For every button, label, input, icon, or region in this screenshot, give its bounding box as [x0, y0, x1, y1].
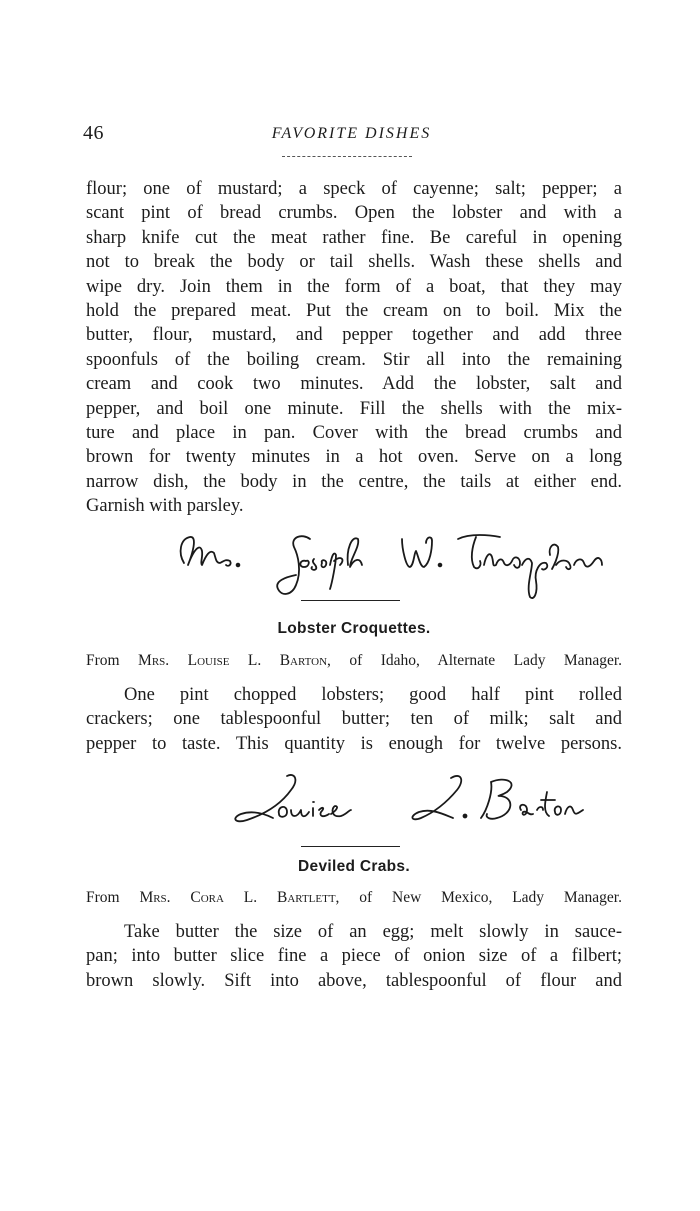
text-line: cream and cook two minutes. Add the lobster, salt and — [86, 374, 622, 395]
text-line: Take butter the size of an egg; melt slowly in sauce- — [124, 922, 622, 942]
text-line: brown for twenty minutes in a hot oven. Serve on a long — [86, 447, 622, 468]
page-header — [80, 122, 623, 152]
contributor-line — [86, 889, 622, 907]
from-prefix: From — [86, 889, 120, 906]
text-line: flour; one of mustard; a speck of cayenne; salt; pepper; a — [86, 179, 622, 199]
text-line: narrow dish, the body in the centre, the tails at either end. — [86, 471, 622, 492]
text-line: pan; into butter slice fine a piece of onion size of a filbert; — [86, 946, 622, 967]
text-line: One pint chopped lobsters; good half pint rolled — [124, 685, 622, 705]
recipe-title-lobster-croquettes: Lobster Croquettes. — [277, 620, 431, 637]
recipe-title-deviled-crabs: Deviled Crabs. — [298, 858, 410, 875]
section-divider — [301, 600, 400, 601]
header-rule — [282, 156, 412, 157]
text-line: scant pint of bread crumbs. Open the lobster and with a — [86, 203, 622, 224]
section-divider — [301, 846, 400, 847]
text-line: hold the prepared meat. Put the cream on to boil. Mix the — [86, 301, 622, 322]
text-line: butter, flour, mustard, and pepper together and add three — [86, 325, 622, 346]
recipe-text-lobster-continued — [86, 177, 622, 519]
text-line: pepper, and boil one minute. Fill the shells with the mix- — [86, 398, 622, 419]
text-line: not to break the body or tail shells. Wash these shells and — [86, 252, 622, 273]
contributor-details: of Idaho, Alternate Lady Manager. — [349, 652, 623, 669]
text-line: brown slowly. Sift into above, tablespoonful of flour and — [86, 970, 622, 991]
contributor-name: Mrs. Louise L. Barton, — [138, 652, 331, 669]
signature-barton — [225, 770, 625, 830]
text-line: sharp knife cut the meat rather fine. Be careful in opening — [86, 227, 622, 248]
text-line: ture and place in pan. Cover with the bread crumbs and — [86, 423, 622, 444]
contributor-details: of New Mexico, Lady Manager. — [359, 889, 622, 906]
text-line: Garnish with parsley. — [86, 496, 244, 517]
text-line: spoonfuls of the boiling cream. Stir all into the remaining — [86, 349, 622, 370]
contributor-name: Mrs. Cora L. Bartlett, — [139, 889, 340, 906]
contributor-line — [86, 652, 622, 670]
running-title: FAVORITE DISHES — [271, 125, 432, 142]
recipe-text-lobster-croquettes — [86, 683, 622, 756]
text-line: wipe dry. Join them in the form of a boat, that they may — [86, 276, 622, 297]
signature-thompson — [170, 525, 630, 605]
recipe-text-deviled-crabs — [86, 920, 622, 993]
page-number: 46 — [83, 122, 104, 144]
text-line: crackers; one tablespoonful butter; ten of milk; salt and — [86, 709, 622, 730]
from-prefix: From — [86, 652, 120, 669]
text-line: pepper to taste. This quantity is enough for twelve persons. — [86, 733, 622, 754]
